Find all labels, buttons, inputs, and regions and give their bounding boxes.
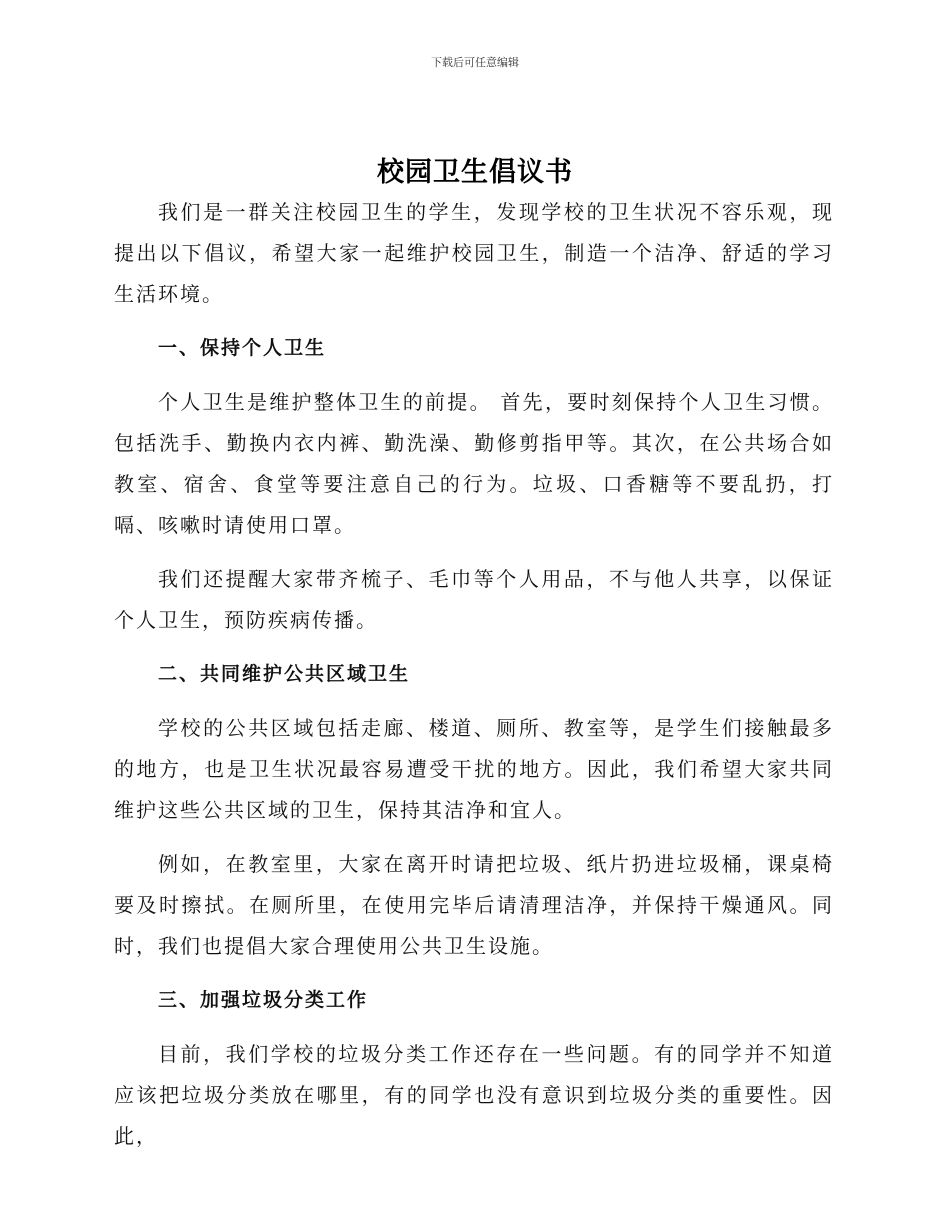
section-2-paragraph-2: 例如，在教室里，大家在离开时请把垃圾、纸片扔进垃圾桶，课桌椅要及时擦拭。在厕所里，在使用完毕后请清理洁净，并保持干燥通风。同时，我们也提倡大家合理使用公共卫生设施。 — [114, 852, 834, 958]
section-heading-1: 一、保持个人卫生 — [158, 337, 327, 359]
header-note: 下载后可任意编辑 — [431, 56, 519, 69]
section-1-paragraph-2: 我们还提醒大家带齐梳子、毛巾等个人用品，不与他人共享，以保证个人卫生，预防疾病传播。 — [114, 567, 834, 632]
intro-paragraph: 我们是一群关注校园卫生的学生，发现学校的卫生状况不容乐观，现提出以下倡议，希望大家一起维护校园卫生，制造一个洁净、舒适的学习生活环境。 — [114, 200, 834, 306]
section-2-paragraph-1: 学校的公共区域包括走廊、楼道、厕所、教室等，是学生们接触最多的地方，也是卫生状况最容易遭受干扰的地方。因此，我们希望大家共同维护这些公共区域的卫生，保持其洁净和宜人。 — [114, 716, 834, 822]
section-heading-2: 二、共同维护公共区域卫生 — [158, 663, 411, 685]
section-3-paragraph-1: 目前，我们学校的垃圾分类工作还存在一些问题。有的同学并不知道应该把垃圾分类放在哪里，有的同学也没有意识到垃圾分类的重要性。因此， — [114, 1042, 834, 1148]
section-1-paragraph-1: 个人卫生是维护整体卫生的前提。 首先，要时刻保持个人卫生习惯。包括洗手、勤换内衣内裤、勤洗澡、勤修剪指甲等。其次，在公共场合如教室、宿舍、食堂等要注意自己的行为。垃圾、口香糖等不要乱扔，打嗝、咳嗽时请使用口罩。 — [114, 390, 834, 537]
page-title: 校园卫生倡议书 — [377, 157, 573, 188]
document-body — [114, 192, 834, 1170]
section-heading-3: 三、加强垃圾分类工作 — [158, 989, 369, 1011]
